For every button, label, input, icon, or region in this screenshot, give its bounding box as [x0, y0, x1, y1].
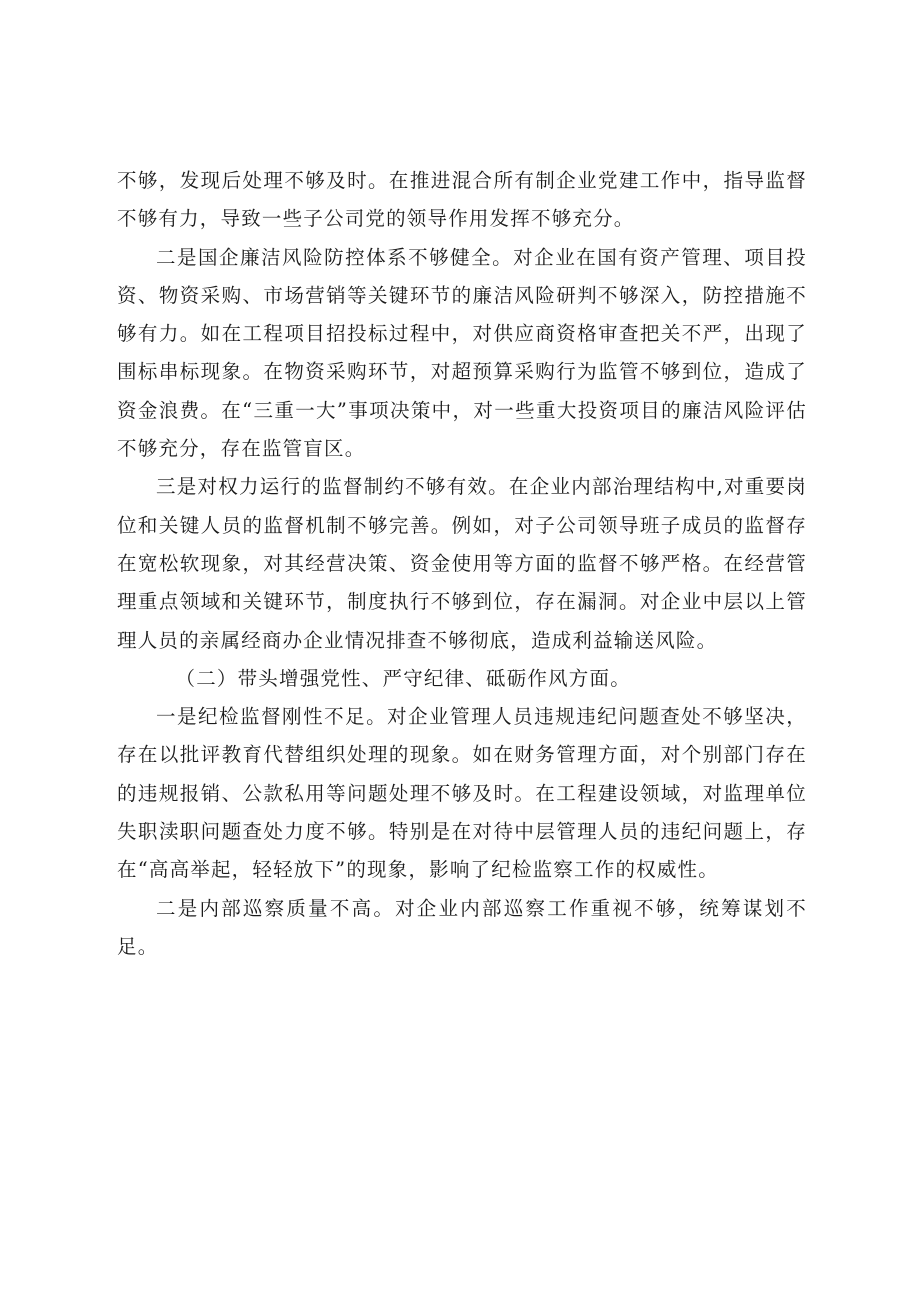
paragraph-risk-control: 二是国企廉洁风险防控体系不够健全。对企业在国有资产管理、项目投资、物资采购、市场营销等关键环节的廉洁风险研判不够深入，防控措施不够有力。如在工程项目招投标过程中，对供应商资格审查把关不严，出现了围标串标现象。在物资采购环节，对超预算采购行为监管不够到位，造成了资金浪费。在“三重一大”事项决策中，对一些重大投资项目的廉洁风险评估不够充分，存在监管盲区。	[117, 245, 807, 461]
paragraph-internal-inspection: 二是内部巡察质量不高。对企业内部巡察工作重视不够，统筹谋划不足。	[117, 896, 807, 958]
section-heading: （二）带头增强党性、严守纪律、砥砺作风方面。	[175, 666, 631, 690]
paragraph-power-supervision: 三是对权力运行的监督制约不够有效。在企业内部治理结构中,对重要岗位和关键人员的监督机制不够完善。例如，对子公司领导班子成员的监督存在宽松软现象，对其经营决策、资金使用等方面的监督不够严格。在经营管理重点领域和关键环节，制度执行不够到位，存在漏洞。对企业中层以上管理人员的亲属经商办企业情况排查不够彻底，造成利益输送风险。	[117, 475, 807, 652]
paragraph-continuation: 不够，发现后处理不够及时。在推进混合所有制企业党建工作中，指导监督不够有力，导致一些子公司党的领导作用发挥不够充分。	[117, 169, 807, 231]
paragraph-discipline-inspection: 一是纪检监督刚性不足。对企业管理人员违规违纪问题查处不够坚决，存在以批评教育代替组织处理的现象。如在财务管理方面，对个别部门存在的违规报销、公款私用等问题处理不够及时。在工程建设领域，对监理单位失职渎职问题查处力度不够。特别是在对待中层管理人员的违纪问题上，存在“高高举起，轻轻放下”的现象，影响了纪检监察工作的权威性。	[117, 705, 807, 882]
document-body	[117, 162, 807, 966]
